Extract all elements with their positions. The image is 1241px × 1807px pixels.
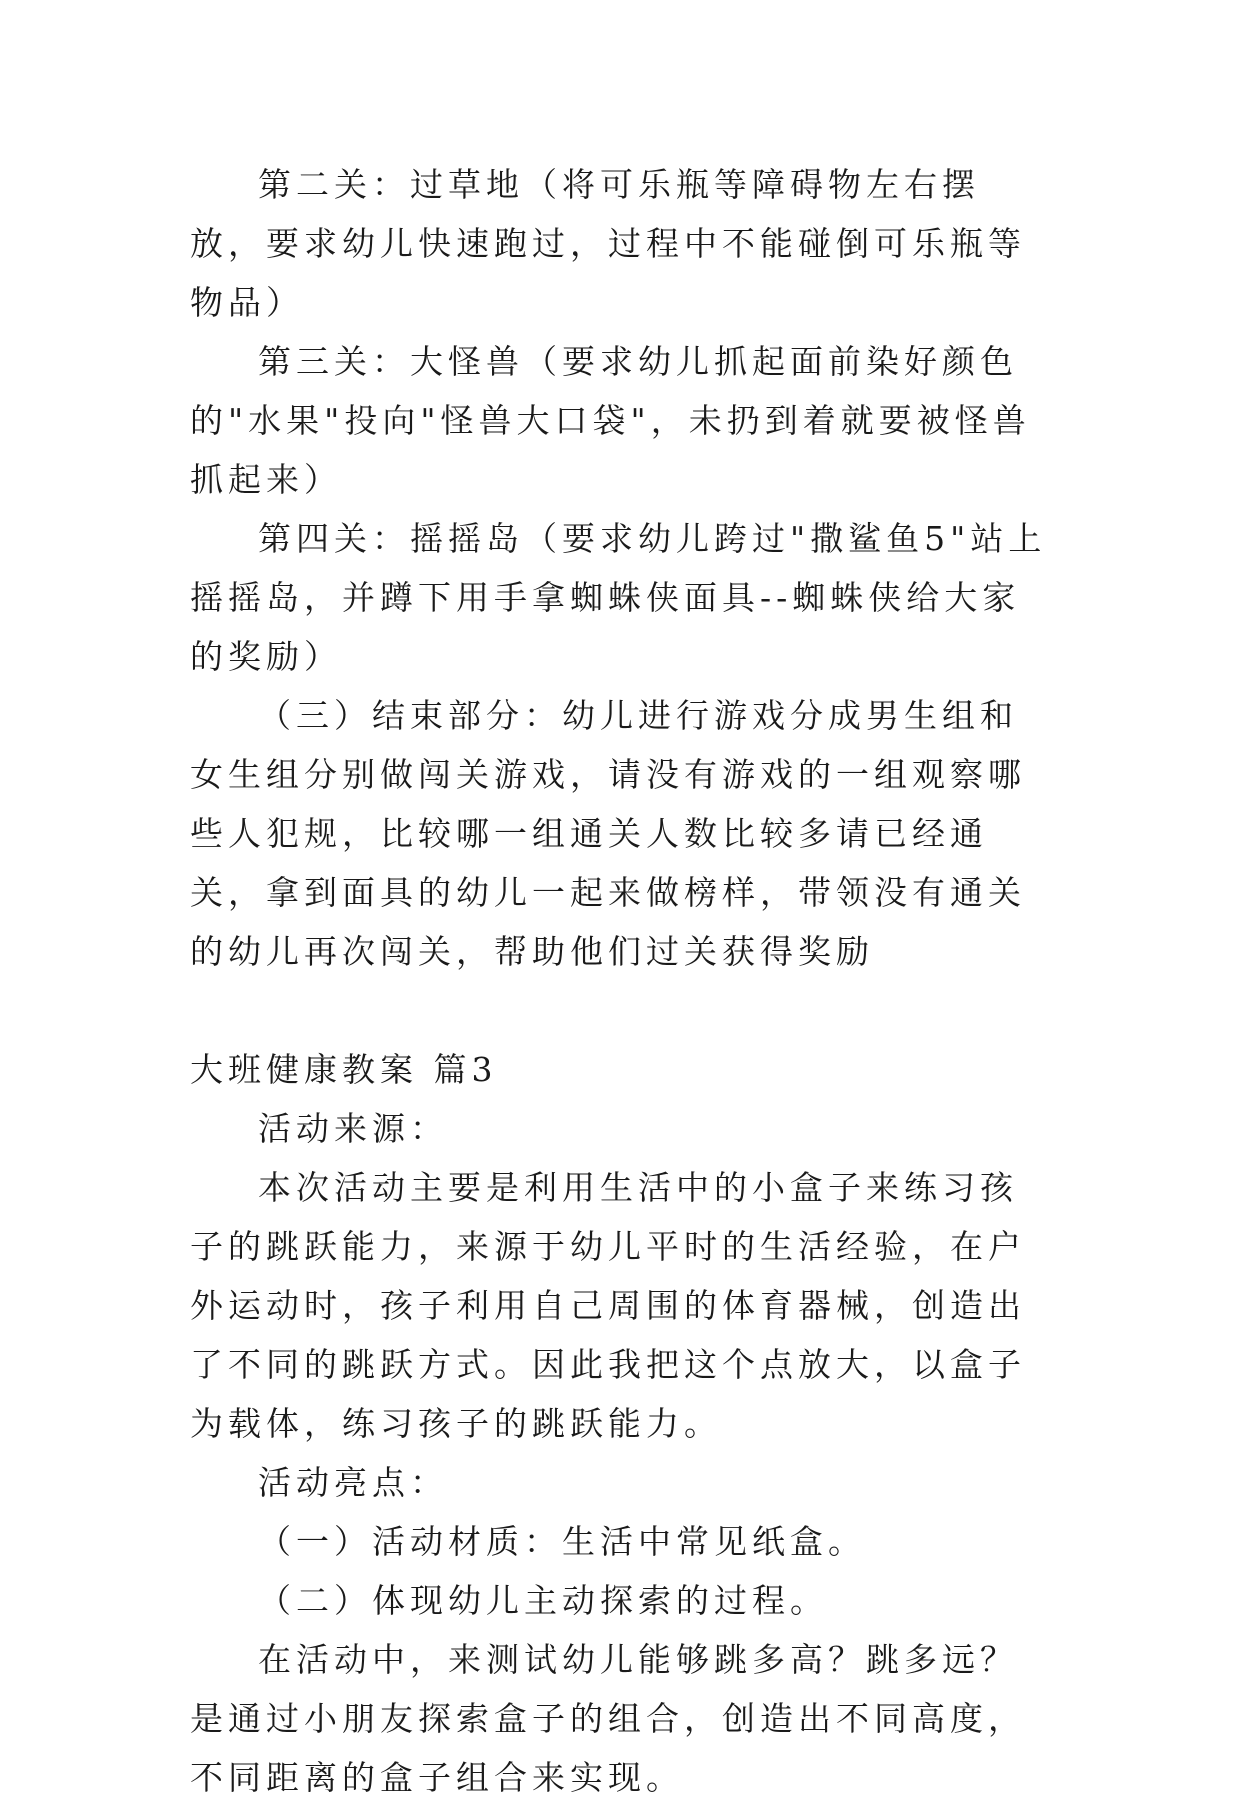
paragraph-closing-part: （三）结束部分：幼儿进行游戏分成男生组和女生组分别做闯关游戏，请没有游戏的一组观察哪些人犯规，比较哪一组通关人数比较多请已经通关，拿到面具的幼儿一起来做榜样，带领没有通关的幼儿再次闯关，帮助他们过关获得奖励 [190,696,1026,971]
paragraph-activity-source: 本次活动主要是利用生活中的小盒子来练习孩子的跳跃能力，来源于幼儿平时的生活经验，在户外运动时，孩子利用自己周围的体育器械，创造出了不同的跳跃方式。因此我把这个点放大，以盒子为载体，练习孩子的跳跃能力。 [190,1168,1026,1443]
paragraph-level-3: 第三关：大怪兽（要求幼儿抓起面前染好颜色的"水果"投向"怪兽大口袋"，未扔到着就要被怪兽抓起来） [190,342,1031,499]
paragraph-activity-test: 在活动中，来测试幼儿能够跳多高？跳多远？是通过小朋友探索盒子的组合，创造出不同高度，不同距离的盒子组合来实现。 [190,1640,1026,1797]
paragraph-level-2: 第二关：过草地（将可乐瓶等障碍物左右摆放，要求幼儿快速跑过，过程中不能碰倒可乐瓶等物品） [190,165,1026,322]
paragraph-highlight-1: （一）活动材质：生活中常见纸盒。 [258,1522,866,1561]
paragraph-level-4: 第四关：摇摇岛（要求幼儿跨过"撒鲨鱼5"站上摇摇岛，并蹲下用手拿蜘蛛侠面具--蜘蛛侠给大家的奖励） [190,519,1047,676]
paragraph-activity-highlights-label: 活动亮点： [258,1463,448,1502]
paragraph-activity-source-label: 活动来源： [258,1109,448,1148]
document-body [190,155,1055,1807]
paragraph-highlight-2: （二）体现幼儿主动探索的过程。 [258,1581,828,1620]
section-title: 大班健康教案 篇3 [190,1050,498,1089]
